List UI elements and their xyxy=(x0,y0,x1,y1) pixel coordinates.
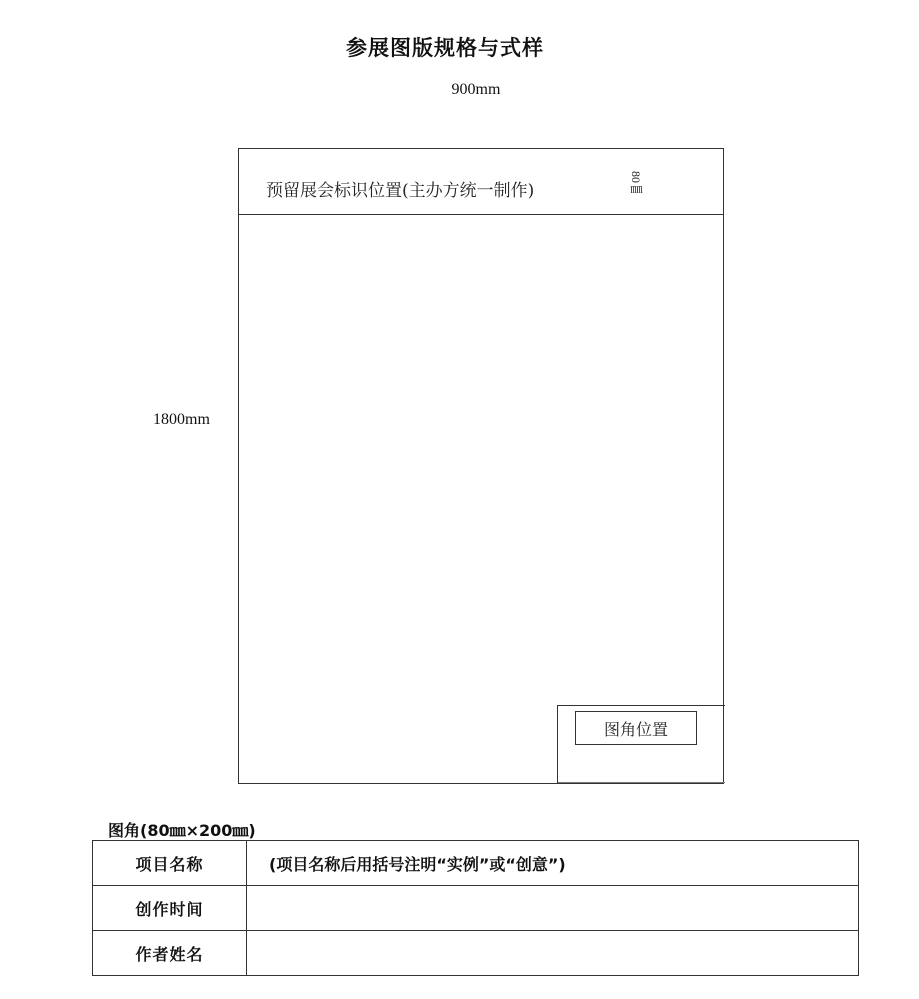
logo-area-text: 预留展会标识位置(主办方统一制作) xyxy=(266,181,535,201)
row-value: (项目名称后用括号注明“实例”或“创意”) xyxy=(247,841,859,886)
row-label: 作者姓名 xyxy=(93,931,247,976)
table-row xyxy=(93,886,859,931)
table-row xyxy=(93,931,859,976)
row-value xyxy=(247,931,859,976)
row-value xyxy=(247,886,859,931)
table-row xyxy=(93,841,859,886)
corner-spec-caption: 图角(80㎜×200㎜) xyxy=(108,821,256,840)
logo-area-height-label: 80㎜ xyxy=(629,171,643,195)
corner-spec-table xyxy=(92,840,859,976)
board-width-label: 900mm xyxy=(451,81,501,98)
page-title: 参展图版规格与式样 xyxy=(346,36,544,60)
row-label: 创作时间 xyxy=(93,886,247,931)
corner-label: 图角位置 xyxy=(575,711,697,745)
row-label: 项目名称 xyxy=(93,841,247,886)
board-height-label: 1800mm xyxy=(153,411,210,428)
exhibition-board xyxy=(238,148,724,784)
logo-reserved-area xyxy=(239,149,723,215)
corner-area xyxy=(557,705,725,783)
corner-area-bottom-line xyxy=(558,782,725,783)
